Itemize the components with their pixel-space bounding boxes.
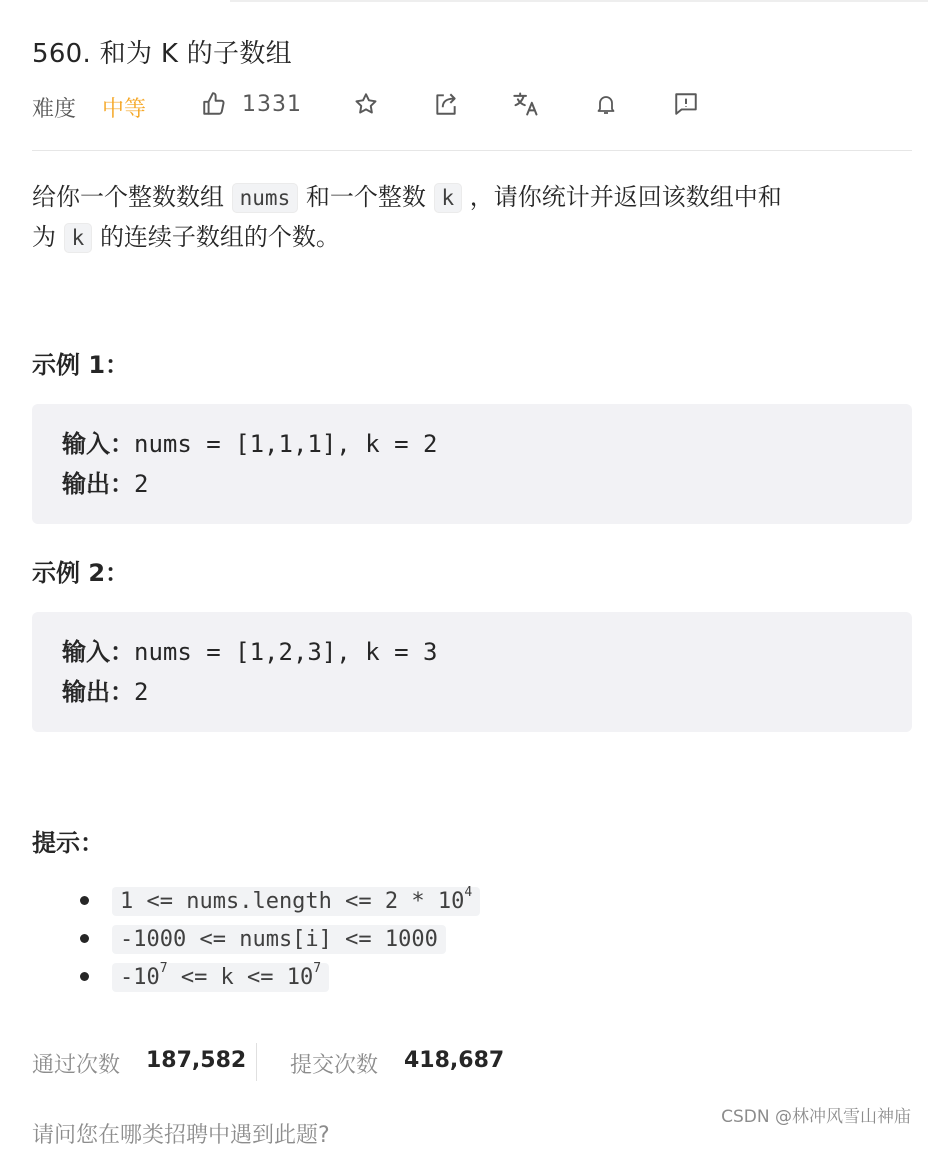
example-1-input: 输入：nums = [1,1,1], k = 2 — [62, 430, 438, 458]
thumb-up-icon[interactable] — [200, 90, 228, 118]
submissions-count: 418,687 — [404, 1048, 505, 1073]
inline-code-nums: nums — [232, 183, 299, 213]
share-icon[interactable] — [432, 90, 460, 118]
difficulty-value: 中等 — [102, 97, 147, 122]
inline-code-k: k — [434, 183, 463, 213]
desc-text: 给你一个整数数组 — [32, 183, 224, 211]
top-divider — [230, 0, 928, 2]
list-item — [80, 958, 480, 996]
accepted-label: 通过次数 — [32, 1053, 121, 1078]
example-2-box — [32, 612, 912, 732]
inline-code-k: k — [64, 223, 93, 253]
desc-text: 为 — [32, 223, 56, 251]
constraint-code: $-10^7 <= k <= 10^7$ — [112, 963, 329, 992]
constraint-code: 1 <= nums.length <= $2 * 10^4$ — [112, 887, 480, 916]
list-item — [80, 920, 480, 958]
problem-meta-bar — [32, 88, 912, 120]
constraint-code: -1000 <= nums[i] <= 1000 — [112, 925, 446, 954]
accepted-count: 187,582 — [146, 1048, 247, 1073]
example-1-title: 示例 1： — [32, 351, 130, 379]
desc-text: ，请你统计并返回该数组中和 — [469, 183, 782, 211]
example-1-box — [32, 404, 912, 524]
bell-icon[interactable] — [592, 90, 620, 118]
problem-title: 560. 和为 K 的子数组 — [32, 39, 292, 69]
stats-separator — [256, 1043, 257, 1081]
desc-text: 和一个整数 — [305, 183, 426, 211]
feedback-icon[interactable] — [672, 90, 700, 118]
example-2-output: 输出：2 — [62, 678, 149, 706]
desc-text: 的连续子数组的个数。 — [99, 223, 340, 251]
bullet — [80, 972, 89, 981]
constraints-list — [80, 882, 480, 996]
list-item — [80, 882, 480, 920]
watermark: CSDN @林冲风雪山神庙 — [719, 1102, 913, 1127]
example-2-input: 输入：nums = [1,2,3], k = 3 — [62, 638, 438, 666]
translate-icon[interactable] — [512, 90, 540, 118]
difficulty-label: 难度 — [32, 97, 77, 122]
survey-question[interactable]: 请问您在哪类招聘中遇到此题? — [32, 1123, 330, 1148]
problem-description — [32, 178, 892, 258]
likes-count: 1331 — [242, 92, 302, 117]
submissions-label: 提交次数 — [290, 1053, 379, 1078]
example-1-output: 输出：2 — [62, 470, 149, 498]
hints-title: 提示： — [32, 829, 104, 857]
bullet — [80, 896, 89, 905]
header-divider — [32, 150, 912, 151]
bullet — [80, 934, 89, 943]
example-2-title: 示例 2： — [32, 559, 130, 587]
submission-stats — [32, 1043, 912, 1081]
star-icon[interactable] — [352, 90, 380, 118]
